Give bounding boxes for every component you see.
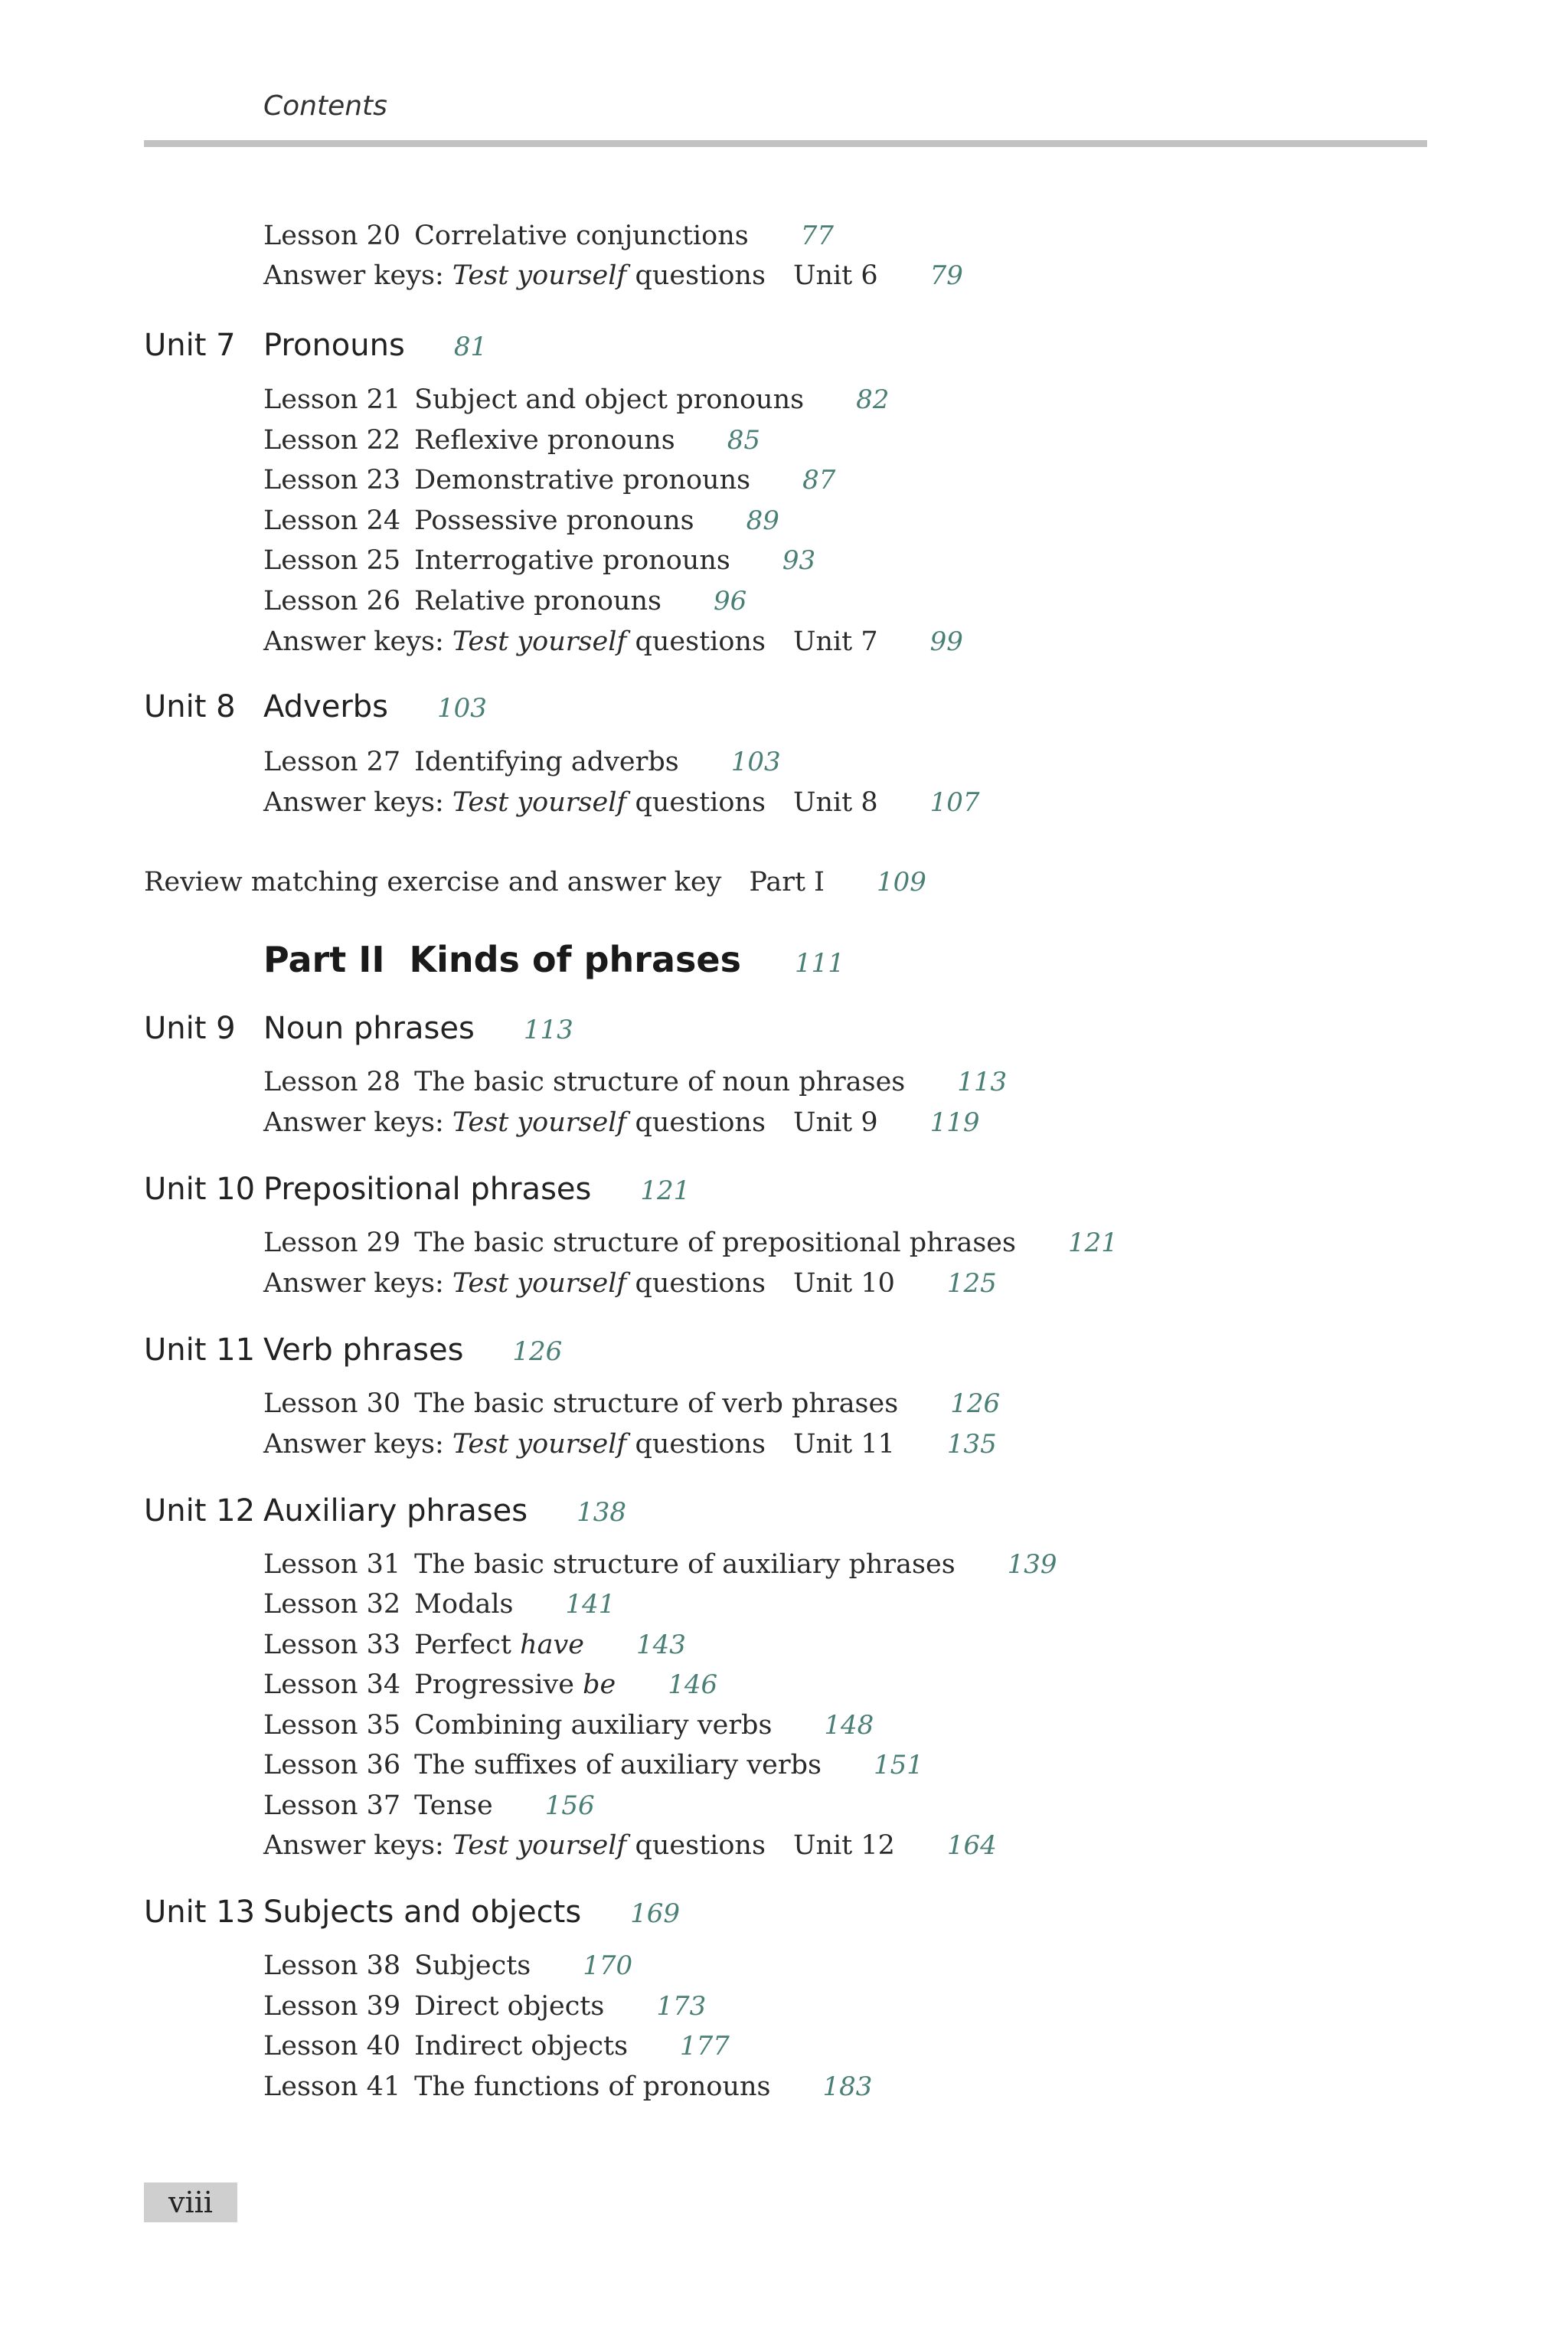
- unit-title: Pronouns: [263, 328, 405, 363]
- lesson-title-emphasis: have: [520, 1630, 584, 1660]
- page-number: 121: [640, 1175, 691, 1206]
- lesson-number: Lesson 26: [263, 586, 401, 616]
- lesson-number: Lesson 24: [263, 505, 401, 536]
- lesson-number: Lesson 38: [263, 1950, 401, 1981]
- answer-suffix: questions: [635, 1268, 766, 1299]
- unit-label: Unit 8: [144, 689, 236, 724]
- page-number: 82: [856, 384, 890, 415]
- lesson-number: Lesson 30: [263, 1388, 401, 1419]
- lesson-number: Lesson 27: [263, 747, 401, 777]
- toc-unit-heading[interactable]: [144, 328, 487, 371]
- lesson-number: Lesson 31: [263, 1549, 401, 1580]
- unit-title: Verb phrases: [263, 1332, 464, 1368]
- answer-prefix: Answer keys:: [263, 1268, 444, 1299]
- unit-label: Unit 10: [144, 1172, 256, 1207]
- review-title: Review matching exercise and answer key: [144, 867, 722, 897]
- answer-prefix: Answer keys:: [263, 1830, 444, 1861]
- page-number: 81: [453, 332, 488, 362]
- unit-title: Noun phrases: [263, 1011, 475, 1046]
- answer-suffix: questions: [635, 626, 766, 657]
- lesson-number: Lesson 37: [263, 1790, 401, 1821]
- page-number: 138: [577, 1497, 626, 1528]
- toc-lesson-entry[interactable]: [263, 221, 834, 263]
- page-number: 126: [950, 1388, 1001, 1419]
- page-number: 141: [565, 1589, 616, 1620]
- toc-answer-key-entry[interactable]: [263, 1107, 980, 1150]
- toc-lesson-entry[interactable]: [263, 586, 746, 629]
- unit-label: Unit 13: [144, 1895, 256, 1930]
- page-number: 89: [746, 505, 779, 536]
- page-number: 156: [544, 1790, 595, 1821]
- answer-suffix: questions: [635, 1107, 766, 1138]
- lesson-number: Lesson 39: [263, 1991, 401, 2022]
- answer-prefix: Answer keys:: [263, 1107, 444, 1138]
- page-number: 183: [822, 2071, 873, 2102]
- page-number: 126: [512, 1336, 563, 1367]
- toc-lesson-entry[interactable]: [263, 747, 781, 790]
- header-rule: [144, 140, 1427, 147]
- lesson-number: Lesson 23: [263, 465, 401, 495]
- page-number: 143: [635, 1630, 686, 1660]
- toc-answer-key-entry[interactable]: [263, 260, 963, 303]
- toc-lesson-entry[interactable]: [263, 1790, 595, 1833]
- page-number: 103: [730, 747, 781, 777]
- page-number: 107: [929, 787, 980, 818]
- lesson-number: Lesson 34: [263, 1669, 401, 1700]
- toc-answer-key-entry[interactable]: [263, 1268, 997, 1311]
- page-folio: viii: [144, 2182, 237, 2222]
- toc-unit-heading[interactable]: [144, 1011, 573, 1054]
- lesson-title: Correlative conjunctions: [414, 221, 749, 251]
- toc-lesson-entry[interactable]: [263, 1950, 632, 1993]
- answer-emphasis: Test yourself: [452, 1830, 627, 1861]
- lesson-title: Modals: [414, 1589, 514, 1620]
- toc-unit-heading[interactable]: [144, 1172, 690, 1215]
- toc-lesson-entry[interactable]: [263, 2071, 872, 2114]
- lesson-title: Interrogative pronouns: [414, 545, 730, 576]
- lesson-title: Demonstrative pronouns: [414, 465, 751, 495]
- unit-label: Unit 9: [144, 1011, 236, 1046]
- toc-lesson-entry[interactable]: [263, 505, 779, 548]
- lesson-number: Lesson 28: [263, 1067, 401, 1097]
- lesson-number: Lesson 20: [263, 221, 401, 251]
- page-number: 77: [800, 221, 834, 251]
- toc-lesson-entry[interactable]: [263, 1630, 686, 1672]
- unit-label: Unit 11: [144, 1332, 256, 1368]
- answer-emphasis: Test yourself: [452, 1107, 627, 1138]
- toc-lesson-entry[interactable]: [263, 384, 889, 427]
- toc-lesson-entry[interactable]: [263, 1750, 923, 1793]
- lesson-number: Lesson 25: [263, 545, 401, 576]
- answer-unit: Unit 10: [792, 1268, 895, 1299]
- page-number: 111: [794, 948, 844, 979]
- lesson-title: Subjects: [414, 1950, 531, 1981]
- toc-answer-key-entry[interactable]: [263, 1429, 997, 1472]
- answer-suffix: questions: [635, 1830, 766, 1861]
- page-number: 164: [946, 1830, 997, 1861]
- page-number: 170: [583, 1950, 633, 1981]
- lesson-number: Lesson 22: [263, 425, 401, 456]
- page-number: 135: [946, 1429, 997, 1460]
- lesson-title: Indirect objects: [414, 2031, 629, 2061]
- toc-answer-key-entry[interactable]: [263, 1830, 997, 1873]
- answer-prefix: Answer keys:: [263, 787, 444, 818]
- page-number: 85: [727, 425, 760, 456]
- lesson-title: Perfect: [414, 1630, 511, 1660]
- answer-unit: Unit 7: [792, 626, 878, 657]
- toc-lesson-entry[interactable]: [263, 425, 760, 468]
- toc-unit-heading[interactable]: [144, 1332, 562, 1375]
- answer-unit: Unit 12: [792, 1830, 895, 1861]
- part-title: Part II Kinds of phrases: [263, 939, 741, 980]
- lesson-title: The basic structure of prepositional phrases: [414, 1228, 1016, 1258]
- answer-emphasis: Test yourself: [452, 260, 627, 291]
- lesson-number: Lesson 33: [263, 1630, 401, 1660]
- page-number: 173: [656, 1991, 707, 2022]
- toc-unit-heading[interactable]: [144, 1895, 680, 1937]
- toc-review-entry[interactable]: [144, 867, 926, 910]
- lesson-number: Lesson 35: [263, 1710, 401, 1741]
- unit-label: Unit 7: [144, 328, 236, 363]
- review-part: Part I: [749, 867, 825, 897]
- page-number: 113: [957, 1067, 1008, 1097]
- lesson-number: Lesson 29: [263, 1228, 401, 1258]
- page-number: 119: [929, 1107, 980, 1138]
- lesson-number: Lesson 36: [263, 1750, 401, 1780]
- toc-answer-key-entry[interactable]: [263, 626, 963, 669]
- lesson-title: The functions of pronouns: [414, 2071, 771, 2102]
- toc-lesson-entry[interactable]: [263, 1991, 706, 2034]
- toc-lesson-entry[interactable]: [263, 1669, 717, 1712]
- unit-title: Prepositional phrases: [263, 1172, 592, 1207]
- lesson-title: Reflexive pronouns: [414, 425, 675, 456]
- lesson-title: Tense: [414, 1790, 493, 1821]
- lesson-number: Lesson 40: [263, 2031, 401, 2061]
- page-number: 99: [929, 626, 963, 657]
- answer-emphasis: Test yourself: [452, 787, 627, 818]
- page-number: 146: [668, 1669, 718, 1700]
- unit-title: Subjects and objects: [263, 1895, 582, 1930]
- answer-unit: Unit 9: [792, 1107, 878, 1138]
- lesson-title: The basic structure of verb phrases: [414, 1388, 899, 1419]
- lesson-title: Relative pronouns: [414, 586, 662, 616]
- page-number: 79: [929, 260, 963, 291]
- answer-prefix: Answer keys:: [263, 260, 444, 291]
- lesson-number: Lesson 21: [263, 384, 401, 415]
- page-number: 139: [1007, 1549, 1057, 1580]
- page-number: 109: [876, 867, 926, 897]
- lesson-title: The suffixes of auxiliary verbs: [414, 1750, 822, 1780]
- toc-lesson-entry[interactable]: [263, 465, 835, 508]
- page-number: 177: [680, 2031, 730, 2061]
- toc-lesson-entry[interactable]: [263, 1067, 1007, 1110]
- toc-lesson-entry[interactable]: [263, 1228, 1118, 1270]
- lesson-title: Combining auxiliary verbs: [414, 1710, 773, 1741]
- page-number: 113: [523, 1015, 573, 1045]
- toc-lesson-entry[interactable]: [263, 1549, 1057, 1592]
- answer-emphasis: Test yourself: [452, 1429, 627, 1460]
- lesson-title: Possessive pronouns: [414, 505, 694, 536]
- lesson-title: Direct objects: [414, 1991, 605, 2022]
- page-number: 169: [630, 1898, 681, 1929]
- page-number: 103: [437, 693, 487, 724]
- answer-suffix: questions: [635, 1429, 766, 1460]
- page-number: 148: [824, 1710, 874, 1741]
- toc-lesson-entry[interactable]: [263, 1388, 1000, 1431]
- toc-lesson-entry[interactable]: [263, 545, 815, 588]
- lesson-title-emphasis: be: [583, 1669, 616, 1700]
- answer-emphasis: Test yourself: [452, 1268, 627, 1299]
- page-number: 87: [802, 465, 836, 495]
- toc-lesson-entry[interactable]: [263, 2031, 730, 2074]
- page-number: 93: [782, 545, 816, 576]
- toc-unit-heading[interactable]: [144, 689, 487, 732]
- toc-lesson-entry[interactable]: [263, 1589, 615, 1632]
- lesson-number: Lesson 32: [263, 1589, 401, 1620]
- answer-unit: Unit 8: [792, 787, 878, 818]
- answer-prefix: Answer keys:: [263, 1429, 444, 1460]
- toc-part-heading[interactable]: [263, 939, 844, 982]
- page-number: 125: [946, 1268, 997, 1299]
- lesson-number: Lesson 41: [263, 2071, 401, 2102]
- unit-title: Auxiliary phrases: [263, 1493, 528, 1529]
- unit-label: Unit 12: [144, 1493, 256, 1529]
- answer-suffix: questions: [635, 787, 766, 818]
- lesson-title: Progressive: [414, 1669, 574, 1700]
- running-header: Contents: [263, 90, 387, 122]
- lesson-title: The basic structure of auxiliary phrases: [414, 1549, 956, 1580]
- page-number: 96: [714, 586, 747, 616]
- answer-unit: Unit 6: [792, 260, 878, 291]
- answer-emphasis: Test yourself: [452, 626, 627, 657]
- answer-suffix: questions: [635, 260, 766, 291]
- lesson-title: Subject and object pronouns: [414, 384, 805, 415]
- answer-prefix: Answer keys:: [263, 626, 444, 657]
- toc-lesson-entry[interactable]: [263, 1710, 874, 1753]
- toc-answer-key-entry[interactable]: [263, 787, 980, 830]
- unit-title: Adverbs: [263, 689, 389, 724]
- page-number: 121: [1067, 1228, 1118, 1258]
- lesson-title: Identifying adverbs: [414, 747, 679, 777]
- page-number: 151: [873, 1750, 923, 1780]
- answer-unit: Unit 11: [792, 1429, 895, 1460]
- toc-unit-heading[interactable]: [144, 1493, 626, 1536]
- lesson-title: The basic structure of noun phrases: [414, 1067, 906, 1097]
